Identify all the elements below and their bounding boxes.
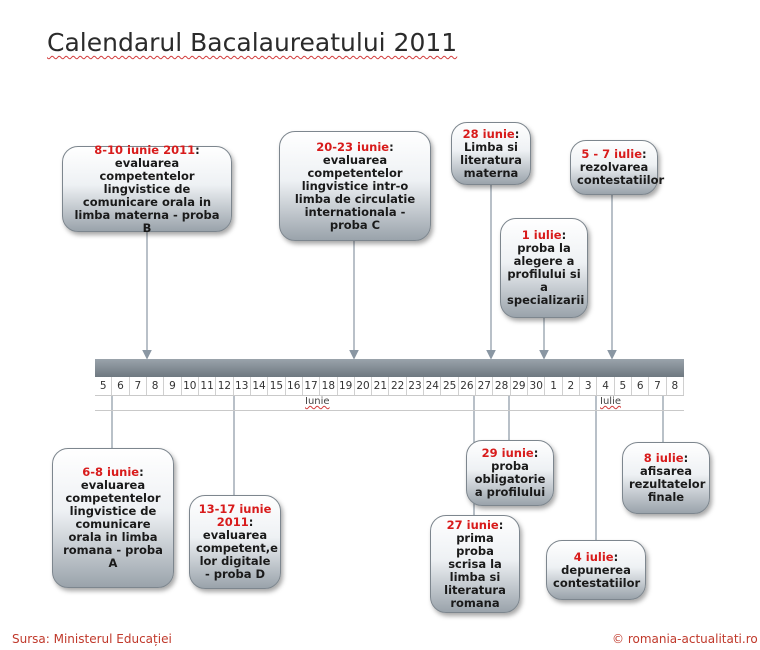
event-text: proba obligatorie a profilului xyxy=(474,459,546,499)
event-text: Limba si literatura materna xyxy=(460,139,522,180)
event-date: 29 iunie xyxy=(481,446,534,460)
event-date: 6-8 iunie xyxy=(82,465,140,479)
day-cell: 27 xyxy=(476,377,493,395)
timeline-months xyxy=(95,396,684,411)
day-cell: 14 xyxy=(251,377,268,395)
day-cell: 6 xyxy=(112,377,129,395)
event-box-e8: 29 iunie: proba obligatorie a profilului xyxy=(466,440,554,506)
day-cell: 15 xyxy=(268,377,285,395)
event-date: 20-23 iunie xyxy=(316,139,390,154)
event-text: afisarea rezultatelor finale xyxy=(629,464,706,504)
day-cell: 10 xyxy=(182,377,199,395)
day-cell: 6 xyxy=(632,377,649,395)
event-box-e4: 5 - 7 iulie: rezolvarea contestatiilor xyxy=(570,140,658,195)
day-cell: 9 xyxy=(164,377,181,395)
day-cell: 24 xyxy=(424,377,441,395)
day-cell: 20 xyxy=(355,377,372,395)
event-date: 27 iunie xyxy=(446,517,499,532)
event-date: 13-17 iunie 2011 xyxy=(198,502,272,529)
page-title: Calendarul Bacalaureatului 2011 xyxy=(47,28,458,57)
event-box-e5: 1 iulie: proba la alegere a profilului si a specializarii xyxy=(500,218,588,318)
event-text: evaluarea competentelor lingvistice de comunicare orala in limba romana - proba A xyxy=(63,478,163,570)
event-box-e2: 20-23 iunie: evaluarea competentelor lingvistice intr-o limba de circulatie internationala - proba C xyxy=(279,131,431,241)
day-cell: 8 xyxy=(147,377,164,395)
day-cell: 25 xyxy=(441,377,458,395)
event-box-e11: 8 iulie: afisarea rezultatelor finale xyxy=(622,442,710,514)
day-cell: 19 xyxy=(338,377,355,395)
day-cell: 17 xyxy=(303,377,320,395)
event-box-e6: 6-8 iunie: evaluarea competentelor lingvistice de comunicare orala in limba romana - proba A xyxy=(52,448,174,588)
day-cell: 7 xyxy=(130,377,147,395)
day-cell: 4 xyxy=(597,377,614,395)
event-date: 28 iunie xyxy=(462,126,515,141)
event-date: 8-10 iunie 2011 xyxy=(94,142,196,157)
event-box-e10: 4 iulie: depunerea contestatiilor xyxy=(546,540,646,600)
day-cell: 1 xyxy=(545,377,562,395)
day-cell: 21 xyxy=(372,377,389,395)
day-cell: 23 xyxy=(407,377,424,395)
day-cell: 26 xyxy=(459,377,476,395)
event-box-e9: 27 iunie: prima proba scrisa la limba si literatura romana xyxy=(430,515,520,613)
event-text: depunerea contestatiilor xyxy=(553,562,641,590)
event-text: rezolvarea contestatiilor xyxy=(577,160,665,187)
timeline-days xyxy=(95,377,684,396)
day-cell: 13 xyxy=(234,377,251,395)
day-cell: 22 xyxy=(390,377,407,395)
event-box-e1: 8-10 iunie 2011: evaluarea competentelor lingvistice de comunicare orala in limba materna - proba B xyxy=(62,146,232,232)
day-cell: 18 xyxy=(320,377,337,395)
day-cell: 8 xyxy=(667,377,684,395)
event-text: evaluarea competentelor lingvistice de comunicare orala in limba materna - proba B xyxy=(74,155,220,235)
day-cell: 5 xyxy=(95,377,112,395)
event-date: 5 - 7 iulie xyxy=(581,147,642,161)
event-date: 1 iulie xyxy=(521,228,562,242)
month-july-label: Iulie xyxy=(600,396,621,407)
source-note: Sursa: Ministerul Educației xyxy=(12,632,172,646)
event-box-e7: 13-17 iunie 2011: evaluarea competent,e lor digitale - proba D xyxy=(189,495,281,589)
month-june-label: Iunie xyxy=(305,396,330,407)
day-cell: 30 xyxy=(528,377,545,395)
event-box-e3: 28 iunie: Limba si literatura materna xyxy=(451,122,531,185)
event-text: evaluarea competentelor lingvistice intr-o limba de circulatie internationala - proba C xyxy=(294,152,416,232)
event-text: proba la alegere a profilului si a specializarii xyxy=(507,241,585,307)
day-cell: 11 xyxy=(199,377,216,395)
event-text: evaluarea competent,e lor digitale - proba D xyxy=(196,528,278,581)
day-cell: 2 xyxy=(563,377,580,395)
day-cell: 5 xyxy=(615,377,632,395)
event-date: 4 iulie xyxy=(573,549,614,564)
event-text: prima proba scrisa la limba si literatura romana xyxy=(444,530,506,610)
day-cell: 28 xyxy=(493,377,510,395)
day-cell: 12 xyxy=(216,377,233,395)
day-cell: 3 xyxy=(580,377,597,395)
timeline-bar xyxy=(95,359,684,377)
copyright-note: © romania-actualitati.ro xyxy=(612,632,758,646)
day-cell: 16 xyxy=(286,377,303,395)
day-cell: 7 xyxy=(649,377,666,395)
event-date: 8 iulie xyxy=(643,451,684,465)
day-cell: 29 xyxy=(511,377,528,395)
